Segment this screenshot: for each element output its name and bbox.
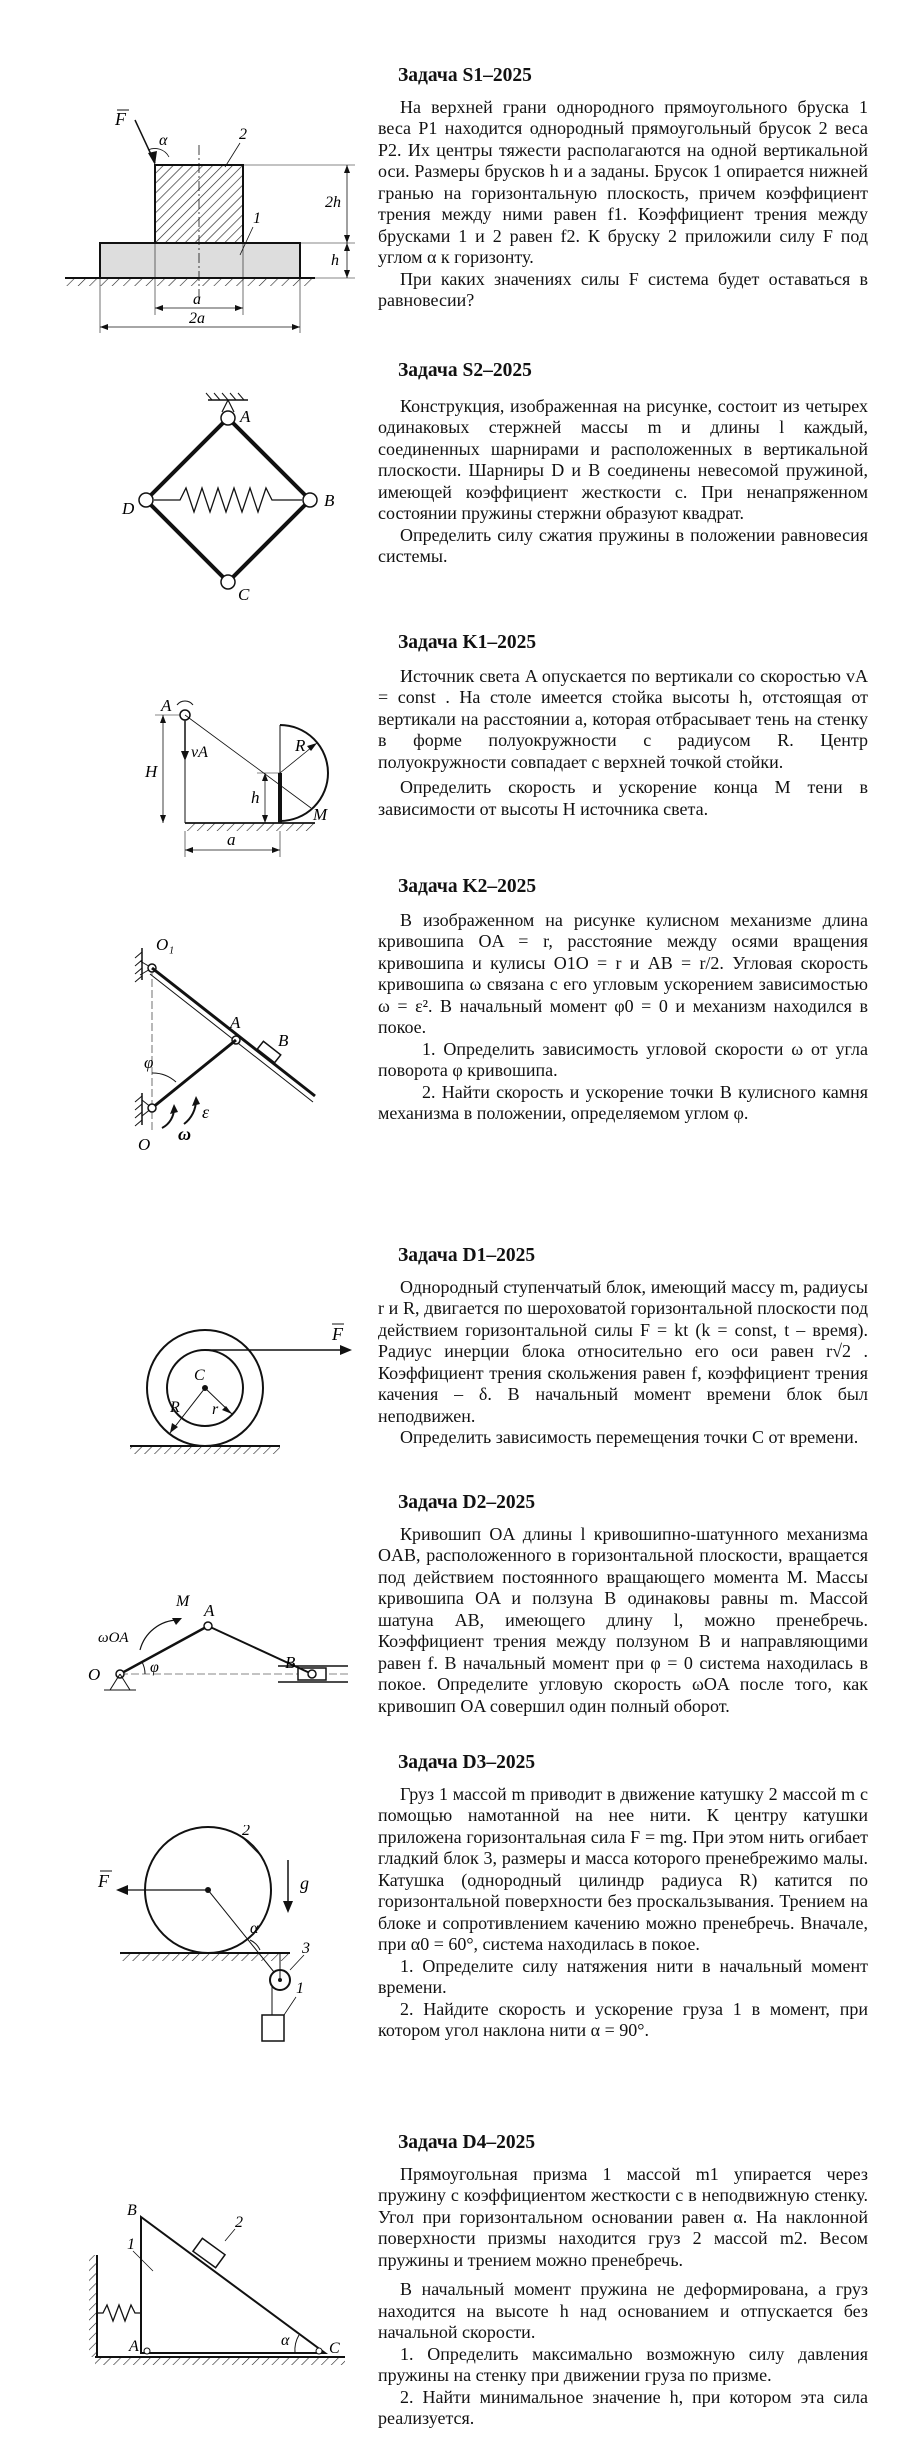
problem-d4-text xyxy=(378,2132,868,2430)
svg-text:α: α xyxy=(250,1920,259,1937)
svg-text:O₁: O₁ xyxy=(156,935,175,954)
svg-text:M: M xyxy=(176,1593,190,1610)
svg-text:F: F xyxy=(332,1324,343,1344)
problem-title: Задача D2–2025 xyxy=(398,1492,536,1513)
spring xyxy=(97,2305,141,2321)
problem-title: Задача D1–2025 xyxy=(398,1245,536,1266)
crank-oa xyxy=(120,1626,208,1674)
svg-text:B: B xyxy=(285,1653,296,1672)
paragraph: Источник света A опускается по вертикали со скоростью vA = const . На столе имеется стойка высоты h, отстоящая от вертикали на расстоянии a, которая отбрасывает тень на стенку в форме полуокружности с радиусом R. Центр полуокружности совпадает с верхней точкой стойки. xyxy=(378,665,868,772)
problem-k1-text xyxy=(378,632,868,820)
svg-text:3: 3 xyxy=(302,1940,310,1957)
paragraph: Груз 1 массой m приводит в движение катушку 2 массой m с помощью намотанной на нее нити. К центру катушки приложена горизонтальная сила F = mg. При этом нить огибает гладкий блок 3, размеры и масса которого пренебрежимо малы. Катушка (однородный цилиндр радиуса R) катится по горизонтальной поверхности без проскальзывания. Трением на блоке и сопротивлением качению можно пренебречь. Вначале, при α0 = 60°, система находилась в покое. xyxy=(378,1783,868,1954)
svg-text:R: R xyxy=(295,736,306,755)
weight-1 xyxy=(262,2015,284,2041)
paragraph: Определить скорость и ускорение конца M тени в зависимости от высоты H источника света. xyxy=(378,777,868,819)
svg-text:2: 2 xyxy=(235,2214,243,2231)
svg-text:φ: φ xyxy=(144,1053,154,1072)
figure-k2 xyxy=(130,928,360,1158)
svg-text:2: 2 xyxy=(242,1825,250,1839)
svg-text:C: C xyxy=(329,2340,340,2357)
svg-text:2h: 2h xyxy=(325,194,341,211)
svg-text:1: 1 xyxy=(296,1980,304,1997)
figure-d2 xyxy=(80,1590,365,1720)
svg-text:1: 1 xyxy=(253,210,261,227)
svg-text:a: a xyxy=(227,830,236,849)
figure-d4 xyxy=(85,2195,355,2370)
paragraph: Прямоугольная призма 1 массой m1 упирается через пружину с коэффициентом жесткости c в неподвижную стенку. Угол при горизонтальном основании равен α. На наклонной поверхности призмы находится груз 2 массой m2. Весом пружины и трением можно пренебречь. xyxy=(378,2163,868,2270)
paragraph: 1. Определить максимально возможную силу давления пружины на стенку при движении груза по призме. xyxy=(378,2343,868,2385)
svg-text:D: D xyxy=(122,499,135,518)
paragraph: Определить силу сжатия пружины в положении равновесия системы. xyxy=(378,524,868,566)
svg-text:A: A xyxy=(240,407,251,426)
problem-s1-text xyxy=(378,65,868,312)
svg-text:h: h xyxy=(251,788,260,807)
svg-text:α: α xyxy=(159,132,168,149)
svg-text:α: α xyxy=(281,2332,290,2349)
slotted-link xyxy=(152,968,315,1096)
problem-d1-text xyxy=(378,1245,868,1449)
svg-text:vA: vA xyxy=(191,744,208,761)
force-label: F xyxy=(115,109,126,129)
problem-title: Задача D3–2025 xyxy=(398,1752,536,1773)
problem-title: Задача K2–2025 xyxy=(398,876,537,897)
svg-text:ωOA: ωOA xyxy=(98,1630,129,1646)
paragraph: Однородный ступенчатый блок, имеющий массу m, радиусы r и R, двигается по шероховатой горизонтальной плоскости под действием горизонтальной силы F = kt (k = const, t – время). Радиус инерции блока относительно его оси равен r√2 . Коэффициент трения скольжения равен f, коэффициент трения качения – δ. В начальный момент времени блок был неподвижен. xyxy=(378,1276,868,1426)
paragraph: 2. Найти минимальное значение h, при котором эта сила реализуется. xyxy=(378,2386,868,2428)
svg-text:A: A xyxy=(204,1601,215,1620)
figure-k1 xyxy=(125,685,355,875)
svg-text:A: A xyxy=(129,2338,139,2355)
problem-d3-text xyxy=(378,1752,868,2042)
problem-title: Задача S2–2025 xyxy=(398,360,532,381)
svg-text:C: C xyxy=(194,1367,205,1384)
prism-1 xyxy=(141,2217,325,2353)
paragraph: 2. Найти скорость и ускорение точки B кулисного камня механизма в положении, определяемом углом φ. xyxy=(378,1081,868,1123)
problem-k2-text xyxy=(378,876,868,1125)
paragraph: 1. Определить зависимость угловой скорости ω от угла поворота φ кривошипа. xyxy=(378,1038,868,1080)
svg-text:O: O xyxy=(138,1135,151,1154)
svg-text:1: 1 xyxy=(127,2236,135,2253)
problem-s2-text xyxy=(378,360,868,568)
svg-text:φ: φ xyxy=(150,1659,159,1676)
paragraph: Кривошип OA длины l кривошипно-шатунного механизма OAB, расположенного в горизонтальной плоскости, вращается под действием постоянного вращающего момента M. Массы кривошипа OA и ползуна B одинаковы равны m. Массой шатуна AB, имеющего длину l, можно пренебречь. Коэффициент трения между ползуном B и направляющими равен f. В начальный момент при φ = 0 система находилась в покое. Определите угловую скорость ωOA после того, как кривошип OA совершил один полный оборот. xyxy=(378,1523,868,1716)
paragraph: 1. Определите силу натяжения нити в начальный момент времени. xyxy=(378,1955,868,1997)
paragraph: В изображенном на рисунке кулисном механизме длина кривошипа OA = r, расстояние между осями вращения кривошипа и кулисы O1O = r и AB = r/2. Угловая скорость кривошипа ω связана с его угловым ускорением зависимостью ω = ε². В начальный момент φ0 = 0 и механизм находился в покое. xyxy=(378,909,868,1037)
figure-s2 xyxy=(120,390,350,630)
figure-s1 xyxy=(55,105,380,355)
svg-text:2: 2 xyxy=(239,126,247,143)
svg-text:C: C xyxy=(238,585,250,604)
svg-text:B: B xyxy=(278,1031,289,1050)
crank xyxy=(152,1040,236,1108)
svg-text:H: H xyxy=(145,762,158,781)
svg-text:R: R xyxy=(170,1399,180,1416)
svg-text:B: B xyxy=(127,2202,137,2219)
svg-text:ω: ω xyxy=(178,1124,192,1144)
paragraph: При каких значениях силы F система будет оставаться в равновесии? xyxy=(378,268,868,310)
svg-text:M: M xyxy=(313,805,328,824)
spring xyxy=(154,488,302,512)
problem-title: Задача K1–2025 xyxy=(398,632,537,653)
paragraph: Определить зависимость перемещения точки C от времени. xyxy=(400,1427,859,1447)
svg-text:F: F xyxy=(98,1871,109,1891)
problem-title: Задача S1–2025 xyxy=(398,65,532,86)
svg-text:A: A xyxy=(230,1013,241,1032)
svg-text:A: A xyxy=(161,696,172,715)
svg-text:ε: ε xyxy=(202,1102,210,1122)
paragraph: На верхней грани однородного прямоугольного бруска 1 веса P1 находится однородный прямоугольный брусок 2 веса P2. Их центры тяжести располагаются на одной вертикальной оси. Размеры брусков h и a заданы. Брусок 1 опирается нижней гранью на горизонтальную плоскость, причем коэффициент трения между ними равен f1. Коэффициент трения между брусками 1 и 2 равен f2. К бруску 2 приложили силу F под углом α к горизонту. xyxy=(378,96,868,267)
svg-text:2a: 2a xyxy=(189,310,205,327)
paragraph: Конструкция, изображенная на рисунке, состоит из четырех одинаковых стержней массы m и длины l каждый, соединенных шарнирами и расположенных в вертикальной плоскости. Шарниры D и B соединены невесомой пружиной, имеющей коэффициент жесткости c. При ненапряженном состоянии пружины стержни образуют квадрат. xyxy=(378,395,868,523)
svg-text:r: r xyxy=(212,1401,219,1418)
paragraph: 2. Найдите скорость и ускорение груза 1 в момент, при котором угол наклона нити α = 90°. xyxy=(378,1998,868,2040)
svg-text:O: O xyxy=(88,1665,101,1684)
rod-ab xyxy=(208,1626,312,1674)
load-2 xyxy=(193,2238,225,2267)
svg-text:g: g xyxy=(300,1873,309,1893)
paragraph: В начальный момент пружина не деформирована, а груз находится на высоте h над основанием и отпускается без начальной скорости. xyxy=(378,2279,868,2342)
problem-title: Задача D4–2025 xyxy=(398,2132,536,2153)
figure-d1 xyxy=(100,1310,370,1470)
svg-text:a: a xyxy=(193,291,201,308)
block-1 xyxy=(100,243,300,278)
figure-d3 xyxy=(90,1825,365,2045)
svg-text:B: B xyxy=(324,491,335,510)
problem-d2-text xyxy=(378,1492,868,1717)
ground-hatch xyxy=(65,278,315,286)
svg-text:h: h xyxy=(331,252,339,269)
